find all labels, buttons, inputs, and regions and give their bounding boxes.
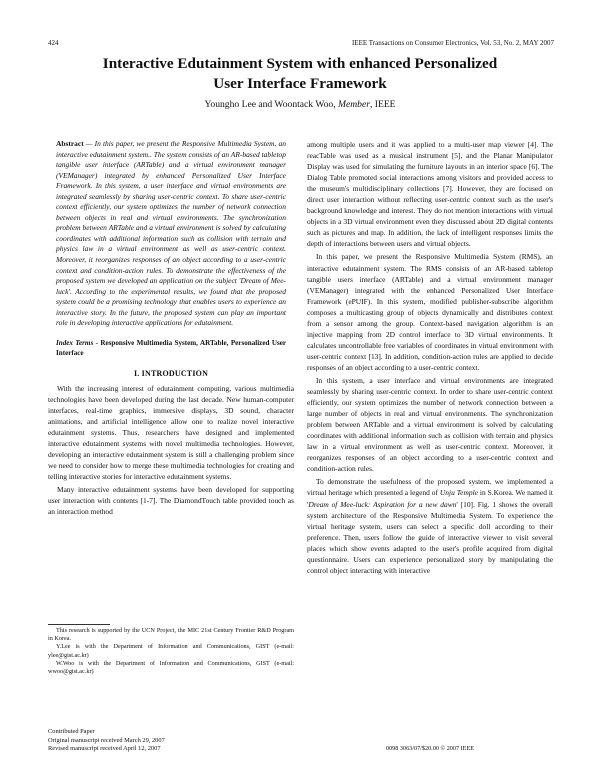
p4-app-name: Dream of Mee-luck: Aspiration for a new dawn (308, 499, 457, 509)
p4-temple-name: Unju Temple (439, 488, 478, 498)
footnotes (48, 627, 294, 676)
author-member: Member (338, 99, 370, 110)
intro-paragraph-1: With the increasing interest of edutainment computing, various multimedia technologies have been developed during the last decade. New human-computer interfaces, real-time graphics, immersive displays, 3D sound, character animations, and artificial intelligence allow one to realize novel interactive edutainment systems. Thus, researchers have designed and implemented interactive edutainment systems with novel multimedia technologies. However, developing an interactive edutainment system is still a challenging problem since we need to consider how to merge these multimedia technologies for creating and telling interactive stories for interactive edutainment systems. (48, 383, 294, 482)
title-line-1: Interactive Edutainment System with enhanced Personalized (102, 55, 498, 72)
p4-part-3: ' [10]. Fig. 1 shows the overall system architecture of the Responsive Multimedia System. To experience the virtual heritage system, users can select a specific doll according to their preference. Then, users follow the guide of interactive viewer to visit several places which show events adapted to the user's profile acquired from digital questionnaire. Users can experience personalized story by manipulating the control object interacting with interactive (307, 499, 553, 575)
author-suffix: , IEEE (369, 99, 396, 110)
paper-title (40, 54, 560, 94)
author-line (40, 99, 560, 111)
right-paragraph-1: among multiple users and it was applied to a multi-user map viewer [4]. The reacTable was used as a musical instrument [5], and the Planar Manipulator Display was used for simulating the furniture layouts in an interior space [6]. The Dialog Table promoted social interactions among visitors and provided access to the museum's multidisciplinary collections [7]. However, they are focused on direct user interaction without reflecting user-centric context such as the user's background knowledge and interest. They do not mention interactions with virtual objects in a 3D virtual environment even they discussed about 2D digital contents such as pictures and map. In addition, the lack of intelligent responses limits the depth of interactions between users and virtual objects. (307, 140, 553, 249)
section-heading-introduction: I. INTRODUCTION (133, 368, 209, 378)
intro-paragraph-2: Many interactive edutainment systems have been developed for supporting user interaction with contents [1-7]. The DiamondTouch table provided touch as an interaction method (48, 485, 294, 517)
received-date: Original manuscript received March 29, 2007 (48, 736, 165, 744)
contributed-paper: Contributed Paper (48, 728, 95, 735)
title-line-2: User Interface Framework (213, 75, 387, 92)
copyright-line: 0098 3063/07/$20.00 © 2007 IEEE (385, 745, 475, 752)
p4-part-2: in S.Korea. We named it ' (307, 488, 553, 509)
page-number: 424 (48, 39, 59, 47)
left-column (48, 139, 294, 517)
running-header (48, 37, 554, 49)
index-terms-text: - Responsive Multimedia System, ARTable, Personalized User Interface (56, 338, 287, 357)
footnote-author-2: W.Woo is with the Department of Information and Communications, GIST (e-mail: wwoo@gist.ac.kr) (48, 659, 294, 676)
index-terms (56, 338, 286, 358)
index-terms-label: Index Terms (56, 338, 94, 347)
footnote-rule (48, 624, 110, 625)
right-paragraph-2: In this paper, we present the Responsive Multimedia System (RMS), an interactive edutainment system. The RMS consists of an AR-based tabletop tangible users interface (ARTable) and a virtual environment manager (VEManager) integrated with the enhanced Personalized User Interface Framework (ePUIF). In this system, modified publisher-subscribe algorithm composes a multicasting group of objects dynamically and distributes context from a sensor among the group. Context-based navigation algorithm is an injective mapping from 2D control interface to 3D virtual environments. It calculates uncontrollable free variables of coordinates in virtual environment with user-centric context [13]. In addition, condition-action rules are applied to decide responses of an object according to a user-centric context. (307, 252, 553, 372)
right-paragraph-3: In this system, a user interface and virtual environments are integrated seamlessly by sharing user-centric context. In order to share user-centric context efficiently, our system optimizes the number of network connection between a large number of objects in real and virtual environments. The synchronization problem between ARTable and a virtual environment is solved by calculating coordinates with additional information such as collision with terrain and physics law in a virtual environment as well as user-centric context. Moreover, it reorganizes responses of an object according to a user-centric context and condition-action rules. (307, 375, 553, 474)
journal-name: IEEE Transactions on Consumer Electronics, Vol. 53, No. 2, MAY 2007 (351, 39, 554, 47)
abstract (56, 139, 286, 329)
author-names: Youngho Lee and Woontack Woo, (204, 99, 338, 110)
footnote-funding: This research is supported by the UCN Project, the MIC 21st Century Frontier R&D Program in Korea. (48, 627, 294, 643)
abstract-label: Abstract (56, 139, 84, 148)
p4-part-1: To demonstrate the usefulness of the proposed system, we implemented a virtual heritage which presented a legend of (307, 477, 553, 498)
abstract-text: — In this paper, we present the Responsive Multimedia System, an interactive edutainment system.. The system consists of an AR-based tabletop tangible user interface (ARTable) and a virtual environment manager (VEManager) integrated by enhanced Personalized User Interface Framework. In this system, a user interface and virtual environments are integrated seamlessly by sharing user-centric context. To share user-centric context efficiently, our system optimizes the number of network connection between objects in real and virtual environments. The synchronization problem between ARTable and a virtual environment is solved by calculating coordinates with additional information such as collision with terrain and physics law in a virtual environment as well as user-centric context. Moreover, it reorganizes responses of an object according to a user-centric context and condition-action rules. To demonstrate the effectiveness of the proposed system we developed an application on the subject 'Dream of Mee-luck'. According to the experimental results, we found that the proposed system could be a promising technology that enables users to experience an interactive story. In the future, the proposed system can play an important role in developing interactive applications for edutainment. (56, 139, 286, 328)
right-column (307, 139, 553, 576)
revised-date: Revised manuscript received April 12, 2007 (48, 745, 161, 753)
footnote-author-1: Y.Lee is with the Department of Information and Communications, GIST (e-mail: ylee@gist.ac.kr) (48, 643, 294, 659)
submission-info (48, 728, 294, 754)
right-paragraph-4 (307, 476, 553, 575)
